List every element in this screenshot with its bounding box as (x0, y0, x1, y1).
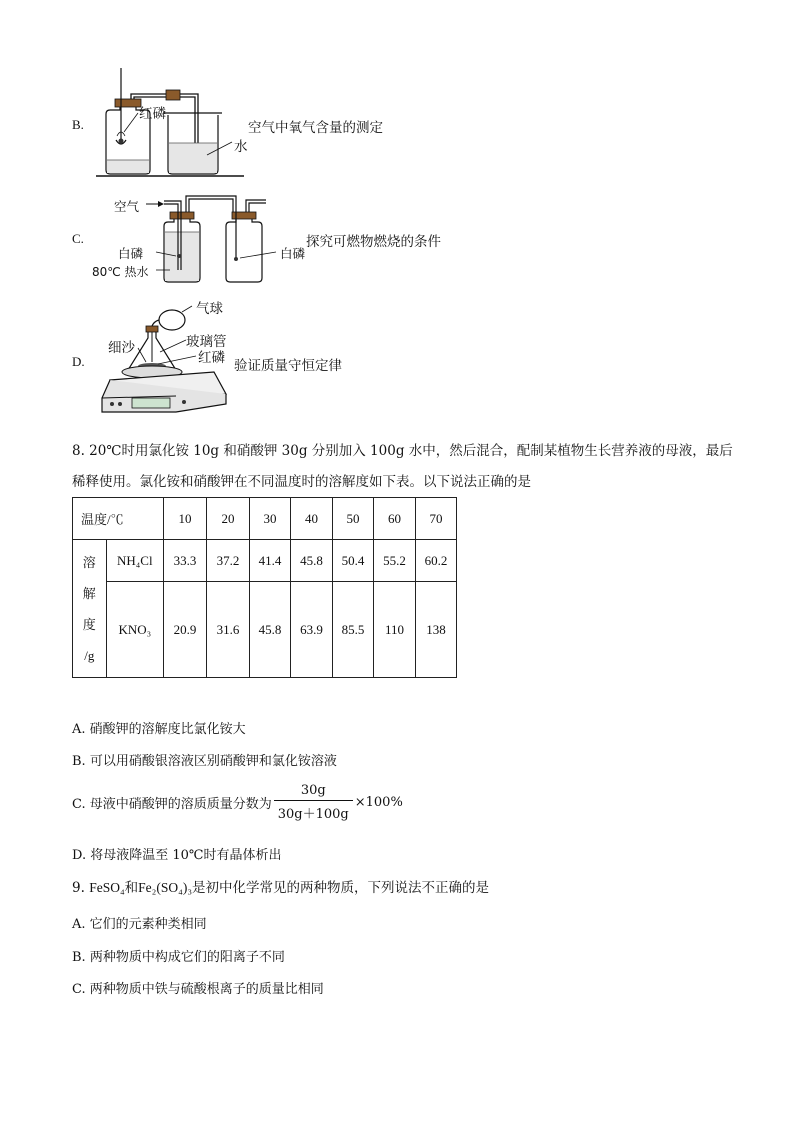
formula-ferric-sulfate: Fe₂(SO₄)₃ (138, 880, 193, 895)
table-cell: 45.8 (250, 582, 291, 678)
option-d-letter: D. (72, 354, 85, 369)
table-header-temp: 10 (164, 498, 207, 540)
question-8-line-1: 8. 20℃时用氯化铵 10g 和硝酸钾 30g 分别加入 100g 水中，然后混合，配制某植物生长营养液的母液，最后 (72, 443, 733, 459)
side-char: /g (84, 647, 95, 663)
table-cell: 45.8 (291, 540, 333, 582)
option-b-letter: B. (72, 117, 84, 132)
mass-fraction-formula (274, 783, 353, 822)
formula-ferrous-sulfate: FeSO₄ (89, 880, 125, 895)
fraction-denominator: 30g＋100g (277, 807, 349, 822)
question-8-stem (72, 436, 752, 498)
label-red-phosphorus-d: 红磷 (198, 350, 225, 366)
q8-option-a: A. 硝酸钾的溶解度比氯化铵大 (72, 722, 246, 737)
label-glass-tube: 玻璃管 (186, 334, 227, 350)
fraction-numerator: 30g (274, 783, 353, 801)
table-substance: NH₄Cl (106, 540, 163, 582)
label-fine-sand: 细沙 (108, 340, 135, 356)
table-header-temp: 60 (374, 498, 416, 540)
label-hot-water: 80℃ 热水 (92, 265, 149, 279)
q8-option-c-prefix: C. 母液中硝酸钾的溶质质量分数为 (72, 797, 272, 812)
caption-c: 探究可燃物燃烧的条件 (306, 234, 441, 250)
question-9-stem (72, 872, 489, 904)
caption-b: 空气中氧气含量的测定 (248, 120, 383, 136)
label-balloon: 气球 (196, 301, 223, 317)
q8-option-c-suffix: ×100% (354, 795, 403, 810)
caption-d: 验证质量守恒定律 (234, 358, 342, 374)
table-cell: 55.2 (374, 540, 416, 582)
label-red-phosphorus-b: 红磷 (139, 106, 166, 122)
table-cell: 138 (416, 582, 457, 678)
q9-option-b: B. 两种物质中构成它们的阳离子不同 (72, 950, 285, 965)
question-8-line-2: 稀释使用。氯化铵和硝酸钾在不同温度时的溶解度如下表。以下说法正确的是 (72, 474, 531, 490)
side-char: 度 (82, 616, 96, 632)
table-substance: KNO₃ (106, 582, 163, 678)
table-cell: 50.4 (333, 540, 374, 582)
label-white-phosphorus-left: 白磷 (118, 246, 144, 261)
table-header-temp: 40 (291, 498, 333, 540)
table-header-temp: 30 (250, 498, 291, 540)
label-white-phosphorus-right: 白磷 (280, 246, 306, 261)
q9-option-c: C. 两种物质中铁与硫酸根离子的质量比相同 (72, 982, 324, 997)
q8-option-b: B. 可以用硝酸银溶液区别硝酸钾和氯化铵溶液 (72, 754, 337, 769)
label-air: 空气 (114, 199, 140, 214)
table-cell: 60.2 (416, 540, 457, 582)
question-9-rest: 是初中化学常见的两种物质，下列说法不正确的是 (192, 880, 490, 896)
question-9-number: 9. (72, 880, 85, 896)
table-cell: 110 (374, 582, 416, 678)
table-cell: 37.2 (207, 540, 250, 582)
table-header-temp: 50 (333, 498, 374, 540)
table-header-temp: 20 (207, 498, 250, 540)
q8-option-d: D. 将母液降温至 10℃时有晶体析出 (72, 848, 282, 863)
q9-option-a: A. 它们的元素种类相同 (72, 917, 207, 932)
table-cell: 85.5 (333, 582, 374, 678)
table-header-label: 温度/℃ (73, 498, 164, 540)
option-c-letter: C. (72, 231, 84, 246)
table-cell: 20.9 (164, 582, 207, 678)
side-char: 溶 (82, 554, 96, 570)
table-header-temp: 70 (416, 498, 457, 540)
conjunction: 和 (124, 880, 139, 896)
table-cell: 33.3 (164, 540, 207, 582)
q8-option-c (72, 783, 403, 822)
table-cell: 41.4 (250, 540, 291, 582)
table-cell: 63.9 (291, 582, 333, 678)
solubility-table (72, 497, 457, 678)
label-water: 水 (234, 139, 248, 155)
side-char: 解 (82, 585, 96, 601)
table-cell: 31.6 (207, 582, 250, 678)
table-side-label (73, 540, 107, 678)
